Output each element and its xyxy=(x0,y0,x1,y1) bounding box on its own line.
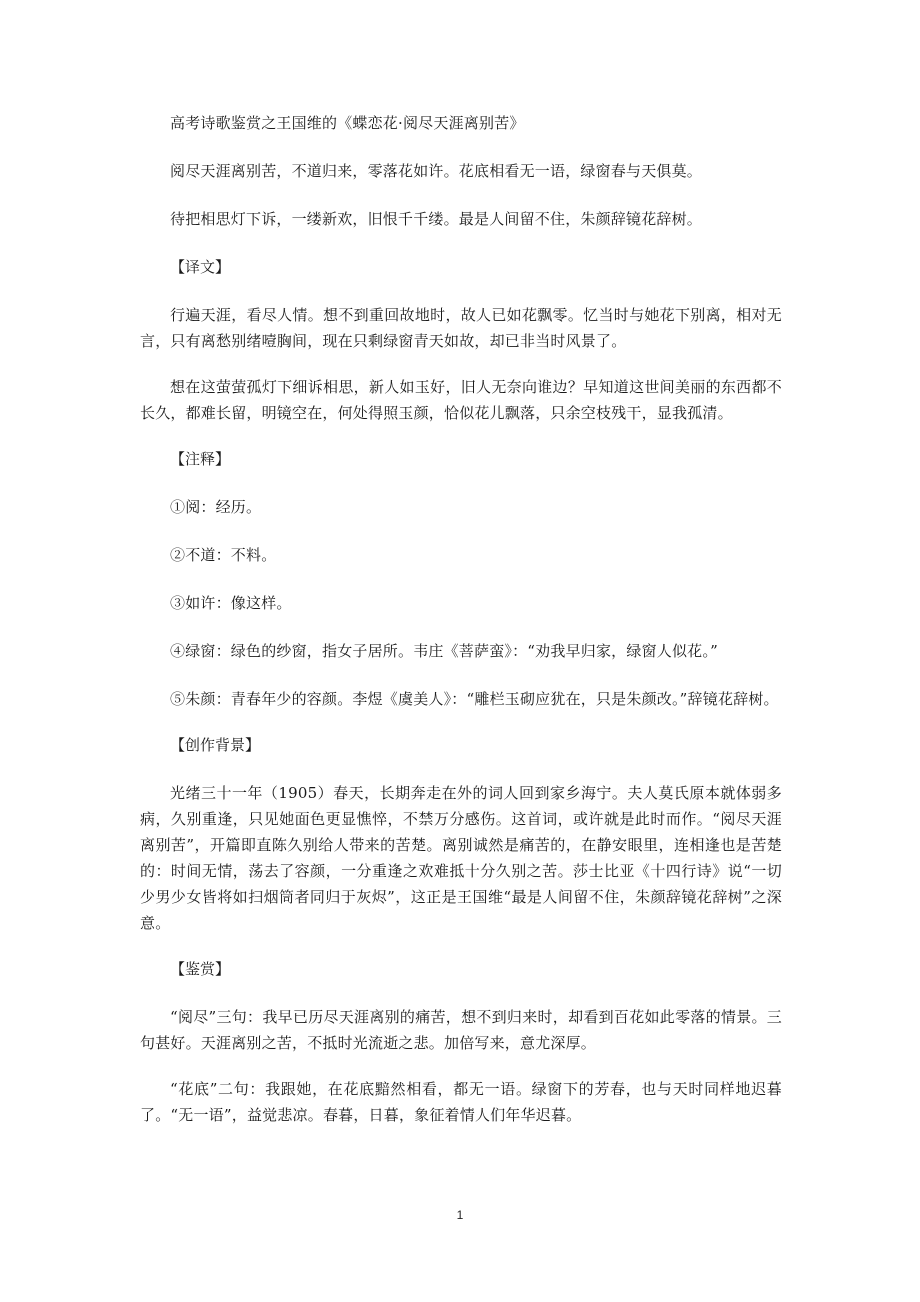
note-item: ①阅：经历。 xyxy=(170,498,262,516)
note-item: ⑤朱颜：青春年少的容颜。李煜《虞美人》：“雕栏玉砌应犹在，只是朱颜改。”辞镜花辞树。 xyxy=(170,690,779,708)
background-paragraph: 光绪三十一年（1905）春天，长期奔走在外的词人回到家乡海宁。夫人莫氏原本就体弱多病，久别重逢，只见她面色更显憔悴，不禁万分感伤。这首词，或许就是此时而作。“阅尽天涯离别苦”，开篇即直陈久别给人带来的苦楚。离别诚然是痛苦的，在静安眼里，连相逢也是苦楚的：时间无情，荡去了容颜，一分重逢之欢难抵十分久别之苦。莎士比亚《十四行诗》说“一切少男少女皆将如扫烟筒者同归于灰烬”，这正是王国维“最是人间留不住，朱颜辞镜花辞树”之深意。 xyxy=(140,784,782,932)
note-item: ③如许：像这样。 xyxy=(170,594,292,612)
note-item: ④绿窗：绿色的纱窗，指女子居所。韦庄《菩萨蛮》：“劝我早归家，绿窗人似花。” xyxy=(170,642,718,660)
poem-line: 待把相思灯下诉，一缕新欢，旧恨千千缕。最是人间留不住，朱颜辞镜花辞树。 xyxy=(170,210,703,228)
translation-paragraph: 想在这萤萤孤灯下细诉相思，新人如玉好，旧人无奈向谁边？早知道这世间美丽的东西都不长久，都难长留，明镜空在，何处得照玉颜，恰似花儿飘落，只余空枝残干，显我孤清。 xyxy=(140,378,782,422)
translation-paragraph: 行遍天涯，看尽人情。想不到重回故地时，故人已如花飘零。忆当时与她花下别离，相对无言，只有离愁别绪噎胸间，现在只剩绿窗青天如故，却已非当时风景了。 xyxy=(140,306,782,350)
poem-line: 阅尽天涯离别苦，不道归来，零落花如许。花底相看无一语，绿窗春与天俱莫。 xyxy=(170,162,703,180)
appreciation-paragraph: “阅尽”三句：我早已历尽天涯离别的痛苦，想不到归来时，却看到百花如此零落的情景。三句甚好。天涯离别之苦，不抵时光流逝之悲。加倍写来，意尤深厚。 xyxy=(140,1008,782,1052)
appreciation-paragraph: “花底”二句：我跟她，在花底黯然相看，都无一语。绿窗下的芳春，也与天时同样地迟暮了。“无一语”，益觉悲凉。春暮，日暮，象征着情人们年华迟暮。 xyxy=(140,1080,782,1124)
document-title: 高考诗歌鉴赏之王国维的《蝶恋花·阅尽天涯离别苦》 xyxy=(170,114,525,132)
appreciation-heading: 【鉴赏】 xyxy=(170,960,231,978)
translation-heading: 【译文】 xyxy=(170,258,231,276)
background-heading: 【创作背景】 xyxy=(170,736,261,754)
page-number: 1 xyxy=(456,1208,464,1222)
document-page xyxy=(140,110,782,1148)
notes-heading: 【注释】 xyxy=(170,450,231,468)
note-item: ②不道：不料。 xyxy=(170,546,277,564)
